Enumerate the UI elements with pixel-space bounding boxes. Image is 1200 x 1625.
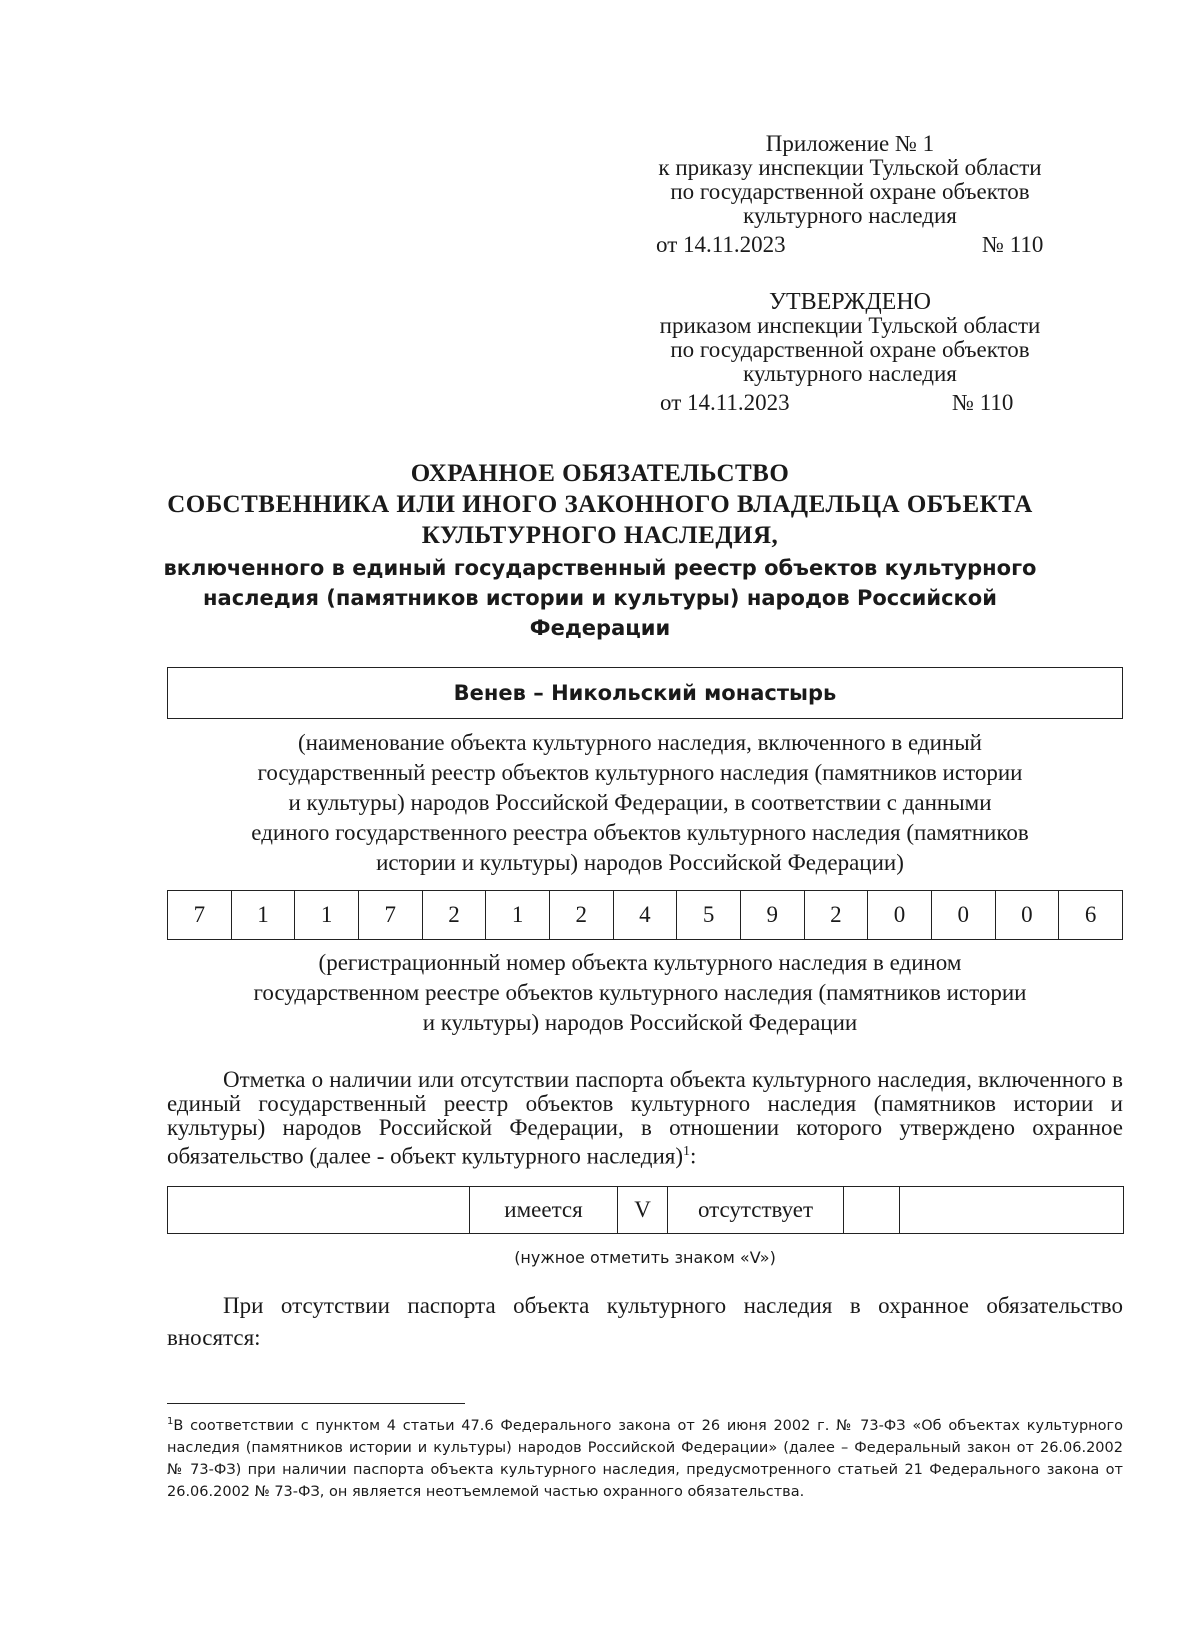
passport-mark-paragraph [167,1068,1123,1169]
reg-digit: 7 [168,891,232,940]
title-line: КУЛЬТУРНОГО НАСЛЕДИЯ, [421,522,779,549]
reg-digit: 1 [295,891,359,940]
reg-digit: 2 [422,891,486,940]
approved-line: приказом инспекции Тульской области [659,313,1041,338]
has-passport-label: имеется [470,1187,618,1234]
object-name-caption [160,728,1120,878]
title-line: СОБСТВЕННИКА ИЛИ ИНОГО ЗАКОННОГО ВЛАДЕЛЬЦА ОБЪЕКТА [167,491,1033,518]
subtitle-line: Федерации [529,616,671,640]
appendix-date: от 14.11.2023 [656,232,786,257]
footnote [167,1411,1123,1503]
appendix-block [600,132,1100,228]
caption-line: и культуры) народов Российской Федерации [422,1010,858,1035]
no-passport-label: отсутствует [668,1187,844,1234]
caption-line: (наименование объекта культурного наследия, включенного в единый [297,730,982,755]
appendix-line: по государственной охране объектов [670,179,1030,204]
passport-mark-table [167,1186,1124,1234]
mark-note: (нужное отметить знаком «V») [514,1248,776,1267]
reg-digit: 9 [740,891,804,940]
has-passport-checkbox: V [618,1187,668,1234]
reg-digit: 1 [486,891,550,940]
document-title [150,458,1050,643]
reg-digit: 7 [358,891,422,940]
approved-heading: УТВЕРЖДЕНО [768,289,932,315]
reg-digit: 0 [868,891,932,940]
footnote-text: В соответствии с пунктом 4 статьи 47.6 Федерального закона от 26 июня 2002 г. № 73-ФЗ «Об объектах культурного наследия (памятников истории и культуры) народов Российской Федерации» (далее – Федеральный закон от 26.06.2002 № 73-ФЗ) при наличии паспорта объекта культурного наследия, предусмотренного статьей 21 Федерального закона от 26.06.2002 № 73-ФЗ, он является неотъемлемой частью охранного обязательства. [167,1417,1123,1500]
reg-digit: 6 [1059,891,1123,940]
caption-line: единого государственного реестра объектов культурного наследия (памятников [251,820,1029,845]
approved-number: № 110 [952,390,1014,415]
reg-digit: 0 [931,891,995,940]
reg-digit: 2 [804,891,868,940]
footnote-ref: 1 [683,1144,691,1159]
approved-line: культурного наследия [743,361,957,386]
title-main [150,458,1050,551]
no-passport-checkbox [844,1187,900,1234]
approved-date: от 14.11.2023 [660,390,790,415]
reg-digit: 5 [677,891,741,940]
absent-passport-text: При отсутствии паспорта объекта культурного наследия в охранное обязательство вносятся: [167,1293,1123,1350]
passport-mark-colon: : [690,1143,697,1169]
appendix-line: культурного наследия [743,203,957,228]
mark-empty-cell [900,1187,1124,1234]
reg-digit: 2 [549,891,613,940]
caption-line: государственном реестре объектов культурного наследия (памятников истории [253,980,1027,1005]
subtitle-line: включенного в единый государственный реестр объектов культурного [163,556,1037,580]
appendix-line: Приложение № 1 [765,131,935,156]
registration-caption [160,948,1120,1038]
reg-digit: 1 [231,891,295,940]
object-name: Венев – Никольский монастырь [453,681,837,705]
reg-digit: 4 [613,891,677,940]
object-name-box [167,667,1123,719]
caption-line: государственный реестр объектов культурного наследия (памятников истории [257,760,1023,785]
caption-line: и культуры) народов Российской Федерации, в соответствии с данными [288,790,992,815]
approved-line: по государственной охране объектов [670,337,1030,362]
registration-number-table [167,890,1123,940]
title-sub [150,553,1050,643]
reg-digit: 0 [995,891,1059,940]
mark-empty-cell [168,1187,470,1234]
appendix-number: № 110 [982,232,1044,257]
appendix-line: к приказу инспекции Тульской области [658,155,1042,180]
title-line: ОХРАННОЕ ОБЯЗАТЕЛЬСТВО [410,460,790,487]
subtitle-line: наследия (памятников истории и культуры) народов Российской [203,586,997,610]
absent-passport-paragraph [167,1290,1123,1354]
caption-line: истории и культуры) народов Российской Федерации) [376,850,904,875]
footnote-separator [167,1403,465,1404]
approved-block [600,290,1100,386]
footnote-number: 1 [167,1416,174,1427]
caption-line: (регистрационный номер объекта культурного наследия в едином [318,950,962,975]
passport-mark-text: Отметка о наличии или отсутствии паспорта объекта культурного наследия, включенного в единый государственный реестр объектов культурного наследия (памятников истории и культуры) народов Российской Федерации, в отношении которого утверждено охранное обязательство (далее - объект культурного наследия) [167,1067,1123,1169]
